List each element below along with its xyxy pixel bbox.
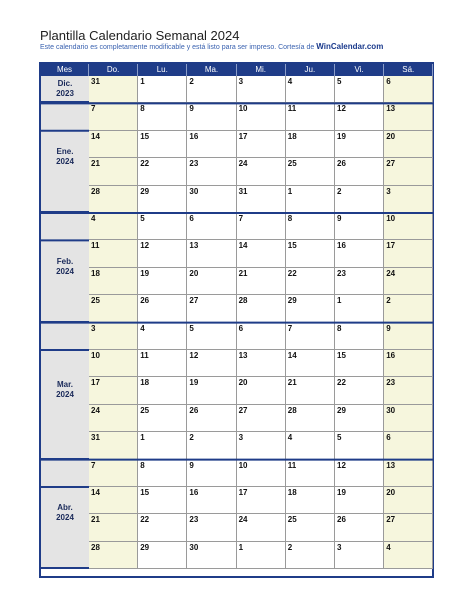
column-header-ju: Ju. — [286, 64, 335, 76]
day-number: 26 — [337, 159, 346, 169]
day-number: 7 — [238, 214, 244, 223]
day-cell[interactable] — [335, 514, 384, 541]
day-cell[interactable] — [89, 295, 138, 322]
day-number: 1 — [337, 296, 342, 306]
day-cell[interactable] — [138, 76, 187, 103]
day-cell[interactable] — [384, 377, 433, 404]
day-number: 6 — [238, 323, 244, 333]
day-cell[interactable] — [286, 350, 335, 377]
day-cell[interactable] — [286, 514, 335, 541]
day-cell[interactable] — [138, 268, 187, 295]
day-cell[interactable] — [286, 268, 335, 295]
day-cell[interactable] — [89, 186, 138, 213]
day-number: 16 — [386, 351, 396, 360]
month-label — [41, 323, 89, 460]
day-cell[interactable] — [237, 323, 286, 350]
day-number: 26 — [140, 296, 150, 306]
day-number: 23 — [337, 268, 346, 278]
day-number: 3 — [91, 323, 96, 333]
day-cell[interactable] — [335, 323, 384, 350]
day-cell[interactable] — [138, 103, 187, 130]
day-cell[interactable] — [384, 76, 433, 103]
day-number: 3 — [238, 433, 244, 443]
day-number: 8 — [337, 323, 342, 333]
day-cell[interactable] — [335, 377, 384, 404]
day-number: 19 — [337, 488, 346, 497]
day-number: 31 — [238, 186, 248, 196]
day-cell[interactable] — [138, 240, 187, 267]
day-cell[interactable] — [286, 240, 335, 267]
day-cell[interactable] — [335, 487, 384, 514]
day-cell[interactable] — [89, 158, 138, 185]
day-number: 17 — [238, 488, 248, 497]
day-cell[interactable] — [237, 268, 286, 295]
day-number: 7 — [287, 323, 293, 333]
day-cell[interactable] — [187, 377, 236, 404]
day-number: 12 — [140, 241, 150, 251]
day-cell[interactable] — [187, 213, 236, 240]
day-number: 15 — [287, 241, 297, 251]
day-number: 10 — [238, 104, 248, 114]
day-number: 13 — [386, 104, 396, 114]
day-cell[interactable] — [187, 432, 236, 459]
day-cell[interactable] — [138, 350, 187, 377]
day-number: 26 — [189, 405, 199, 415]
day-number: 12 — [337, 460, 346, 470]
day-cell[interactable] — [384, 350, 433, 377]
day-number: 17 — [91, 378, 100, 388]
day-cell[interactable] — [384, 131, 433, 158]
day-cell[interactable] — [384, 186, 433, 213]
day-cell[interactable] — [89, 405, 138, 432]
day-number: 6 — [386, 433, 391, 443]
day-number: 21 — [91, 159, 100, 169]
day-number: 23 — [386, 378, 396, 388]
month-label-text: Dic. 2023 — [56, 78, 74, 98]
day-cell[interactable] — [335, 295, 384, 322]
day-cell[interactable] — [286, 323, 335, 350]
day-cell[interactable] — [237, 295, 286, 322]
day-number: 10 — [238, 460, 248, 470]
day-cell[interactable] — [286, 295, 335, 322]
day-number: 24 — [386, 268, 396, 278]
day-number: 1 — [140, 77, 145, 86]
day-number: 11 — [287, 460, 297, 470]
day-cell[interactable] — [89, 350, 138, 377]
column-header-vi: Vi. — [335, 64, 384, 76]
day-cell[interactable] — [335, 405, 384, 432]
day-number: 14 — [91, 488, 100, 497]
day-number: 16 — [189, 131, 199, 141]
month-label-text: Feb. 2024 — [56, 256, 74, 276]
day-cell[interactable] — [187, 186, 236, 213]
day-number: 13 — [238, 351, 248, 360]
day-cell[interactable] — [138, 405, 187, 432]
day-cell[interactable] — [384, 323, 433, 350]
weekly-calendar-grid — [39, 62, 434, 578]
day-number: 10 — [91, 351, 100, 360]
day-cell[interactable] — [138, 377, 187, 404]
day-number: 8 — [140, 460, 145, 470]
day-number: 25 — [91, 296, 100, 306]
day-number: 10 — [386, 214, 396, 223]
day-number: 25 — [140, 405, 150, 415]
day-cell[interactable] — [187, 323, 236, 350]
subtitle-text: Este calendario es completamente modificable y está listo para ser impreso. Cortesía de — [40, 44, 317, 51]
day-cell[interactable] — [138, 323, 187, 350]
day-number: 20 — [386, 131, 396, 141]
day-number: 4 — [386, 542, 391, 552]
day-cell[interactable] — [138, 158, 187, 185]
day-number: 19 — [189, 378, 199, 388]
day-number: 11 — [91, 241, 100, 251]
day-cell[interactable] — [89, 131, 138, 158]
day-cell[interactable] — [237, 350, 286, 377]
day-number: 14 — [287, 351, 297, 360]
day-number: 2 — [386, 296, 391, 306]
day-cell[interactable] — [286, 377, 335, 404]
column-header-mes: Mes — [41, 64, 89, 76]
day-cell[interactable] — [237, 131, 286, 158]
day-cell[interactable] — [89, 213, 138, 240]
day-cell[interactable] — [335, 460, 384, 487]
day-number: 8 — [287, 214, 293, 223]
day-cell[interactable] — [187, 131, 236, 158]
day-cell[interactable] — [89, 377, 138, 404]
day-number: 25 — [287, 515, 297, 525]
day-number: 22 — [337, 378, 346, 388]
day-number: 16 — [189, 488, 199, 497]
day-cell[interactable] — [89, 268, 138, 295]
day-cell[interactable] — [187, 268, 236, 295]
day-cell[interactable] — [384, 213, 433, 240]
day-number: 1 — [140, 433, 145, 443]
day-number: 28 — [91, 542, 100, 552]
day-cell[interactable] — [286, 76, 335, 103]
day-number: 21 — [238, 268, 248, 278]
day-number: 5 — [337, 433, 342, 443]
day-cell[interactable] — [187, 295, 236, 322]
day-number: 27 — [386, 515, 396, 525]
day-number: 4 — [140, 323, 145, 333]
column-header-sa: Sá. — [384, 64, 433, 76]
day-cell[interactable] — [89, 542, 138, 569]
day-cell[interactable] — [286, 487, 335, 514]
day-number: 23 — [189, 515, 199, 525]
day-number: 22 — [140, 515, 150, 525]
day-number: 29 — [140, 542, 150, 552]
day-number: 17 — [238, 131, 248, 141]
day-number: 31 — [91, 433, 100, 443]
month-label — [41, 103, 89, 213]
day-number: 23 — [189, 159, 199, 169]
day-cell[interactable] — [384, 405, 433, 432]
day-number: 2 — [287, 542, 293, 552]
day-number: 9 — [337, 214, 342, 223]
day-cell[interactable] — [237, 432, 286, 459]
day-cell[interactable] — [384, 103, 433, 130]
day-number: 30 — [189, 186, 199, 196]
day-number: 12 — [337, 104, 346, 114]
day-number: 11 — [140, 351, 149, 360]
day-number: 27 — [386, 159, 396, 169]
day-cell[interactable] — [89, 487, 138, 514]
day-number: 6 — [386, 77, 391, 86]
day-number: 2 — [337, 186, 342, 196]
day-number: 7 — [91, 104, 96, 114]
day-cell[interactable] — [286, 460, 335, 487]
day-number: 22 — [287, 268, 297, 278]
day-cell[interactable] — [286, 131, 335, 158]
day-number: 16 — [337, 241, 346, 251]
day-number: 9 — [189, 460, 194, 470]
day-cell[interactable] — [237, 542, 286, 569]
day-number: 14 — [91, 131, 100, 141]
day-cell[interactable] — [286, 432, 335, 459]
day-number: 30 — [386, 405, 396, 415]
day-number: 21 — [287, 378, 297, 388]
day-cell[interactable] — [384, 268, 433, 295]
day-number: 7 — [91, 460, 96, 470]
day-number: 9 — [189, 104, 194, 114]
day-number: 18 — [287, 131, 297, 141]
day-cell[interactable] — [384, 487, 433, 514]
day-cell[interactable] — [138, 131, 187, 158]
day-cell[interactable] — [187, 240, 236, 267]
day-cell[interactable] — [237, 377, 286, 404]
day-number: 20 — [189, 268, 199, 278]
day-number: 15 — [140, 488, 150, 497]
month-label — [41, 76, 89, 103]
day-number: 4 — [287, 433, 293, 443]
day-cell[interactable] — [237, 103, 286, 130]
day-cell[interactable] — [187, 350, 236, 377]
day-cell[interactable] — [138, 432, 187, 459]
column-header-lu: Lu. — [138, 64, 187, 76]
day-number: 17 — [386, 241, 396, 251]
day-number: 18 — [91, 268, 100, 278]
column-header-do: Do. — [89, 64, 138, 76]
day-number: 13 — [386, 460, 396, 470]
day-number: 8 — [140, 104, 145, 114]
day-cell[interactable] — [335, 213, 384, 240]
day-number: 4 — [287, 77, 293, 86]
day-number: 18 — [287, 488, 297, 497]
day-number: 3 — [337, 542, 342, 552]
day-cell[interactable] — [286, 186, 335, 213]
day-cell[interactable] — [138, 213, 187, 240]
day-cell[interactable] — [335, 240, 384, 267]
day-number: 3 — [386, 186, 391, 196]
month-label — [41, 213, 89, 323]
day-cell[interactable] — [89, 460, 138, 487]
day-cell[interactable] — [335, 131, 384, 158]
day-cell[interactable] — [237, 213, 286, 240]
day-cell[interactable] — [138, 514, 187, 541]
day-number: 20 — [386, 488, 396, 497]
day-cell[interactable] — [138, 460, 187, 487]
day-cell[interactable] — [384, 514, 433, 541]
day-cell[interactable] — [237, 405, 286, 432]
day-cell[interactable] — [187, 405, 236, 432]
day-number: 26 — [337, 515, 346, 525]
day-cell[interactable] — [335, 76, 384, 103]
day-cell[interactable] — [237, 158, 286, 185]
day-cell[interactable] — [335, 350, 384, 377]
day-number: 24 — [238, 515, 248, 525]
day-cell[interactable] — [138, 542, 187, 569]
page-subtitle — [40, 42, 383, 51]
day-cell[interactable] — [384, 240, 433, 267]
month-label-text: Abr. 2024 — [56, 503, 74, 523]
day-cell[interactable] — [89, 432, 138, 459]
column-header-ma: Ma. — [187, 64, 236, 76]
column-header-mi: Mi. — [237, 64, 286, 76]
day-cell[interactable] — [286, 213, 335, 240]
day-cell[interactable] — [286, 158, 335, 185]
month-label-text: Mar. 2024 — [56, 380, 74, 400]
day-number: 13 — [189, 241, 199, 251]
day-number: 5 — [140, 214, 145, 223]
day-cell[interactable] — [89, 76, 138, 103]
day-number: 27 — [238, 405, 248, 415]
day-cell[interactable] — [187, 103, 236, 130]
day-cell[interactable] — [286, 405, 335, 432]
day-number: 22 — [140, 159, 150, 169]
day-cell[interactable] — [237, 186, 286, 213]
day-cell[interactable] — [187, 76, 236, 103]
day-cell[interactable] — [237, 487, 286, 514]
day-cell[interactable] — [384, 542, 433, 569]
day-cell[interactable] — [89, 514, 138, 541]
day-cell[interactable] — [89, 240, 138, 267]
day-cell[interactable] — [187, 158, 236, 185]
day-cell[interactable] — [384, 460, 433, 487]
day-number: 12 — [189, 351, 199, 360]
day-cell[interactable] — [138, 487, 187, 514]
day-number: 28 — [91, 186, 100, 196]
day-cell[interactable] — [187, 542, 236, 569]
wincalendar-link[interactable]: WinCalendar.com — [316, 42, 384, 51]
day-number: 27 — [189, 296, 199, 306]
day-cell[interactable] — [286, 542, 335, 569]
day-cell[interactable] — [89, 103, 138, 130]
month-label-text: Ene. 2024 — [56, 147, 74, 167]
day-number: 25 — [287, 159, 297, 169]
day-number: 1 — [238, 542, 244, 552]
day-number: 3 — [238, 77, 244, 86]
day-number: 2 — [189, 77, 194, 86]
day-number: 6 — [189, 214, 194, 223]
day-cell[interactable] — [237, 460, 286, 487]
day-cell[interactable] — [335, 158, 384, 185]
day-cell[interactable] — [138, 295, 187, 322]
day-cell[interactable] — [187, 487, 236, 514]
day-number: 5 — [189, 323, 194, 333]
day-cell[interactable] — [335, 186, 384, 213]
day-number: 29 — [287, 296, 297, 306]
day-number: 15 — [140, 131, 150, 141]
day-cell[interactable] — [237, 240, 286, 267]
day-cell[interactable] — [335, 103, 384, 130]
day-number: 21 — [91, 515, 100, 525]
day-cell[interactable] — [335, 542, 384, 569]
day-cell[interactable] — [335, 432, 384, 459]
day-cell[interactable] — [335, 268, 384, 295]
day-number: 19 — [337, 131, 346, 141]
day-number: 1 — [287, 186, 293, 196]
day-number: 29 — [140, 186, 150, 196]
day-number: 24 — [238, 159, 248, 169]
day-number: 11 — [287, 104, 297, 114]
day-number: 19 — [140, 268, 150, 278]
day-number: 5 — [337, 77, 342, 86]
day-number: 4 — [91, 214, 96, 223]
day-number: 28 — [238, 296, 248, 306]
day-number: 15 — [337, 351, 346, 360]
day-cell[interactable] — [89, 323, 138, 350]
day-number: 30 — [189, 542, 199, 552]
day-cell[interactable] — [237, 514, 286, 541]
day-number: 9 — [386, 323, 391, 333]
day-number: 18 — [140, 378, 150, 388]
day-number: 28 — [287, 405, 297, 415]
day-number: 14 — [238, 241, 248, 251]
day-cell[interactable] — [286, 103, 335, 130]
day-number: 29 — [337, 405, 346, 415]
day-cell[interactable] — [384, 295, 433, 322]
day-cell[interactable] — [138, 186, 187, 213]
day-cell[interactable] — [384, 158, 433, 185]
day-number: 2 — [189, 433, 194, 443]
day-number: 24 — [91, 405, 100, 415]
day-cell[interactable] — [187, 460, 236, 487]
day-cell[interactable] — [237, 76, 286, 103]
day-number: 20 — [238, 378, 248, 388]
page-title: Plantilla Calendario Semanal 2024 — [40, 28, 240, 43]
day-number: 31 — [91, 77, 100, 86]
day-cell[interactable] — [187, 514, 236, 541]
day-cell[interactable] — [384, 432, 433, 459]
month-label — [41, 460, 89, 570]
